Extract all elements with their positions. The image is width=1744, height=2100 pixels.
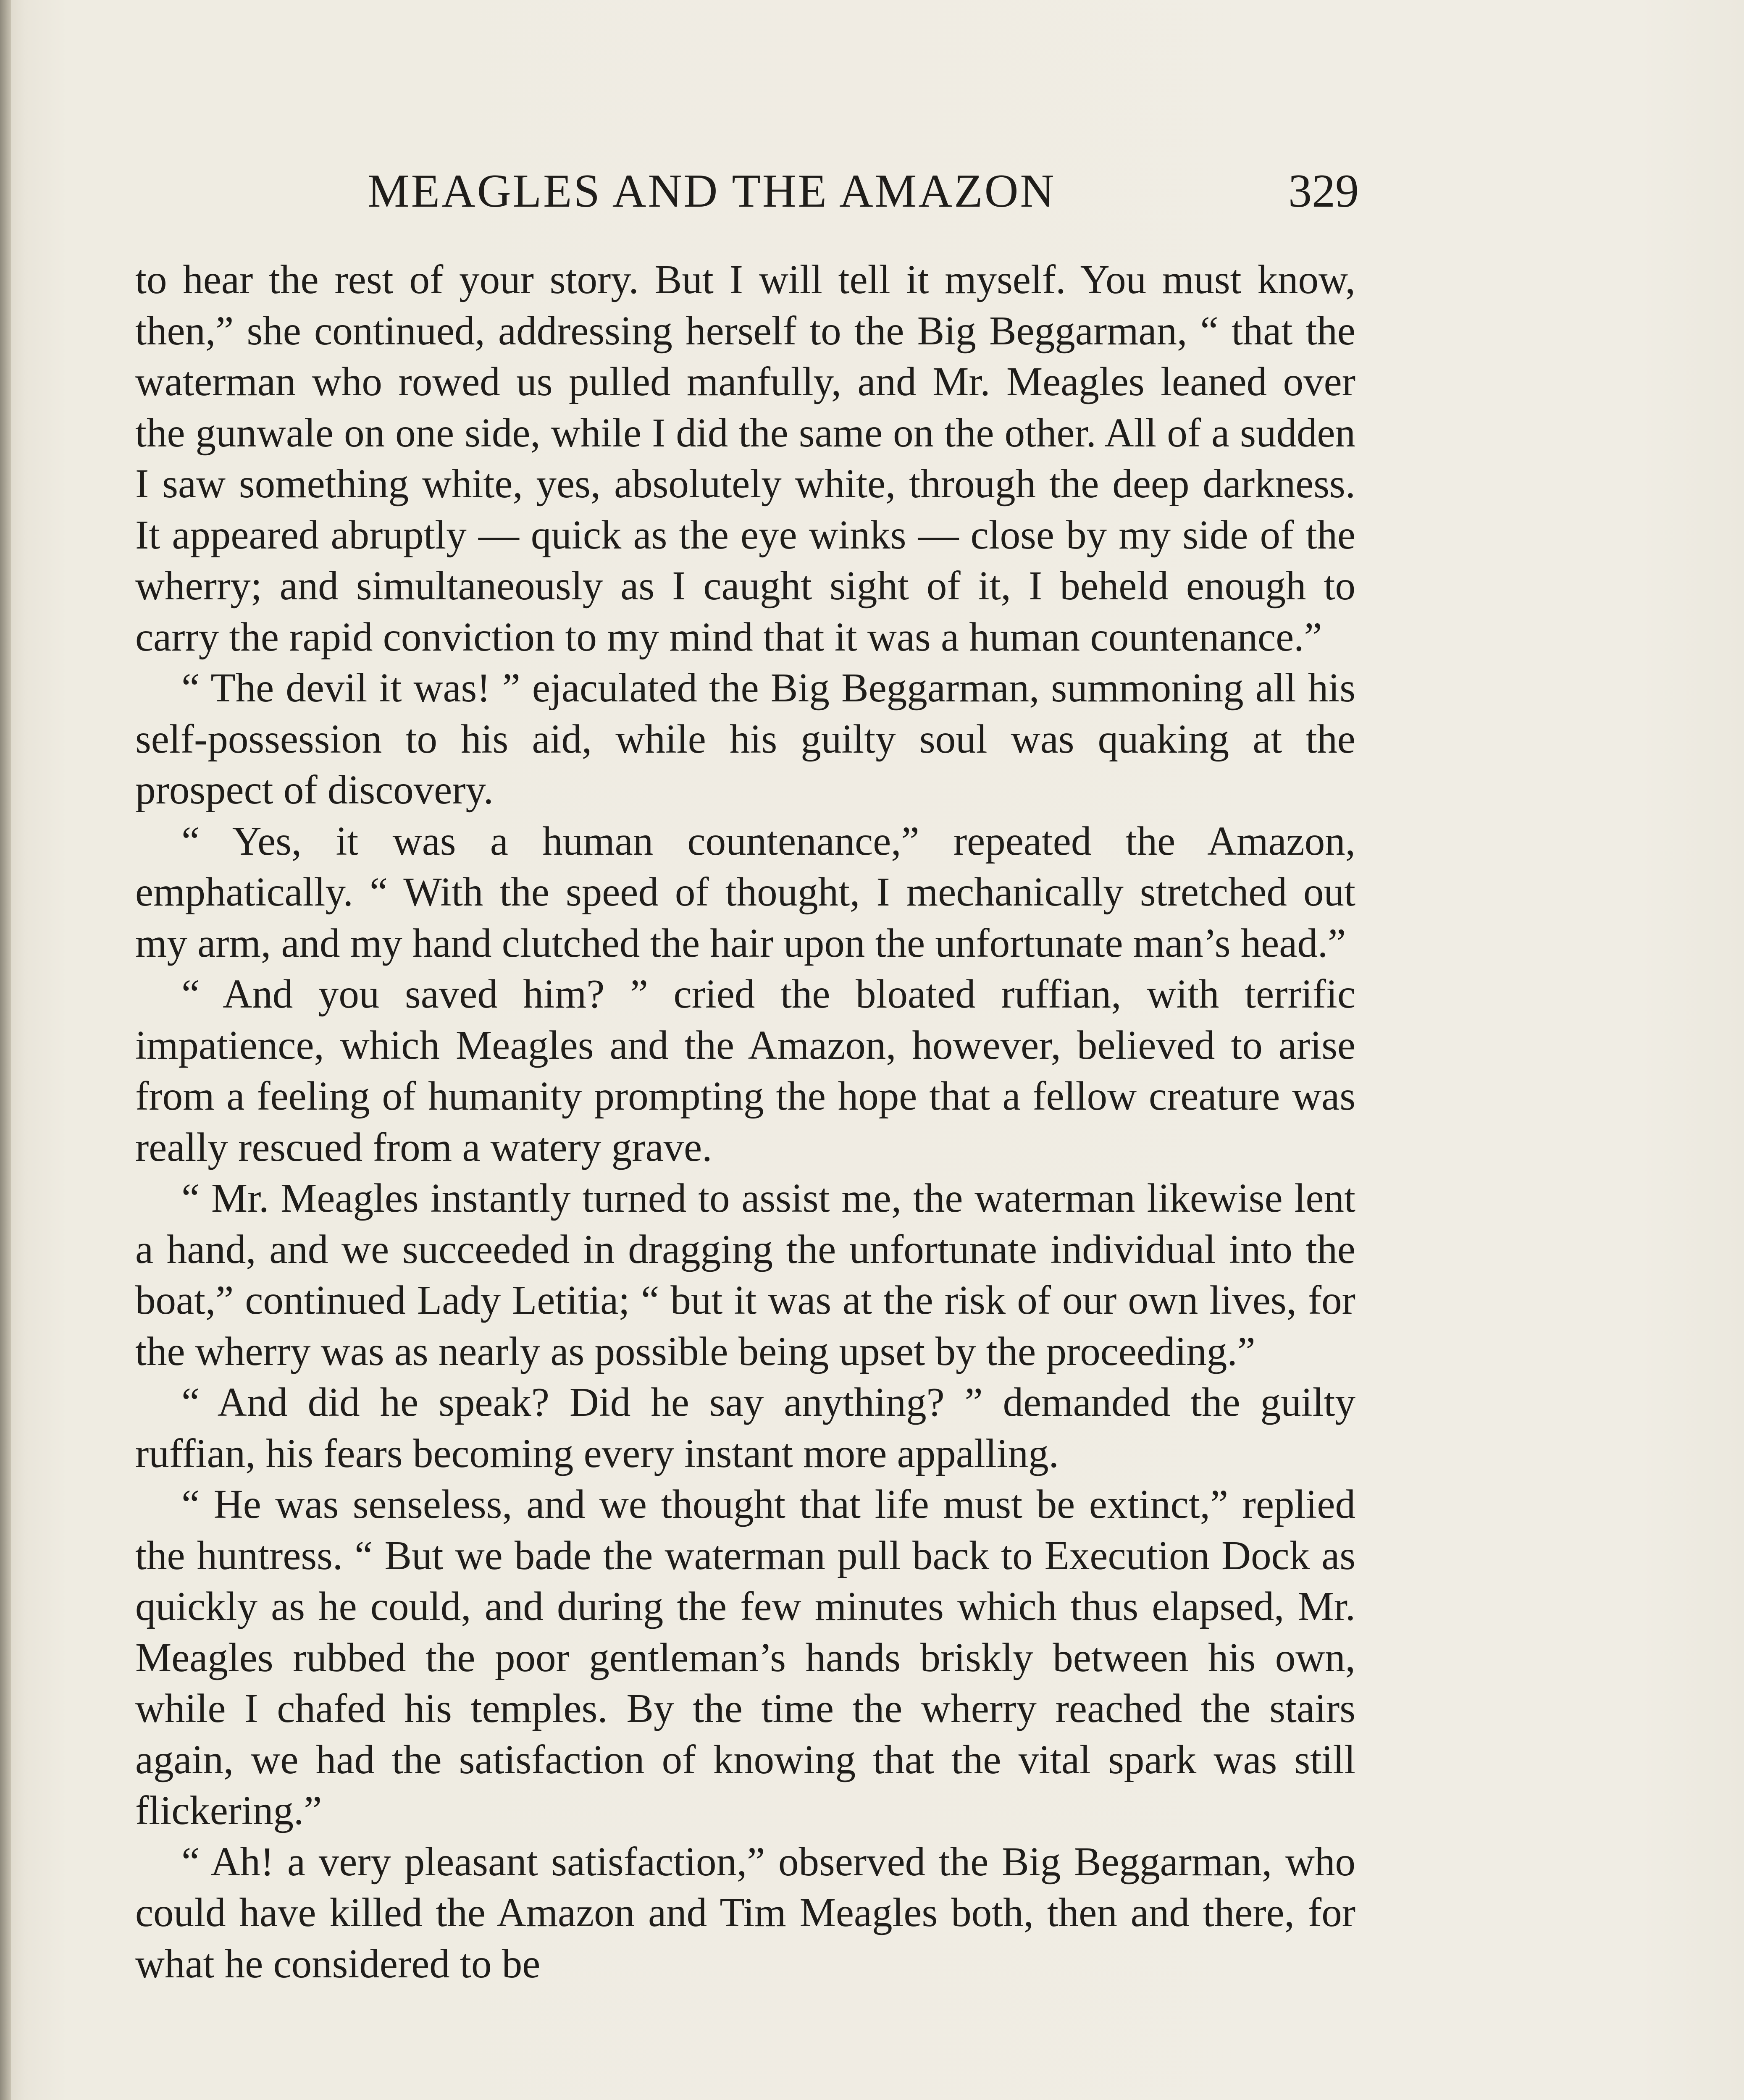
- paragraph: “ He was senseless, and we thought that life must be extinct,” replied the huntress. “ But we bade the waterman pull back to Execution Dock as quickly as he could, and during the few minutes which thus elapsed, Mr. Meagles rubbed the poor gentleman’s hands briskly between his own, while I chafed his temples. By the time the wherry reached the stairs again, we had the satisfaction of knowing that the vital spark was still flickering.”: [135, 1482, 1355, 1833]
- paragraph: to hear the rest of your story. But I will tell it myself. You must know, then,” she continued, addressing herself to the Big Beggarman, “ that the waterman who rowed us pulled manfully, and Mr. Meagles leaned over the gunwale on one side, while I did the same on the other. All of a sudden I saw something white, yes, absolutely white, through the deep darkness. It appeared abruptly — quick as the eye winks — close by my side of the wherry; and simultaneously as I caught sight of it, I beheld enough to carry the rapid conviction to my mind that it was a human countenance.”: [135, 257, 1355, 659]
- body-text: [135, 254, 1355, 1989]
- paragraph: “ And did he speak? Did he say anything? ” demanded the guilty ruffian, his fears becoming every instant more appalling.: [135, 1380, 1355, 1476]
- page-binding-edge: [0, 0, 11, 2100]
- paragraph: “ Ah! a very pleasant satisfaction,” observed the Big Beggarman, who could have killed the Amazon and Tim Meagles both, then and there, for what he considered to be: [135, 1839, 1355, 1986]
- paragraph: “ And you saved him? ” cried the bloated ruffian, with terrific impatience, which Meagles and the Amazon, however, believed to arise from a feeling of humanity prompting the hope that a fellow creature was really rescued from a watery grave.: [135, 971, 1355, 1170]
- paragraph: “ Yes, it was a human countenance,” repeated the Amazon, emphatically. “ With the speed of thought, I mechanically stretched out my arm, and my hand clutched the hair upon the unfortunate man’s head.”: [135, 818, 1355, 966]
- paragraph: “ Mr. Meagles instantly turned to assist me, the waterman likewise lent a hand, and we succeeded in dragging the unfortunate individual into the boat,” continued Lady Letitia; “ but it was at the risk of our own lives, for the wherry was as nearly as possible being upset by the proceeding.”: [135, 1176, 1355, 1374]
- running-head: MEAGLES AND THE AMAZON: [368, 165, 1056, 217]
- paragraph: “ The devil it was! ” ejaculated the Big Beggarman, summoning all his self-possession to his aid, while his guilty soul was quaking at the prospect of discovery.: [135, 665, 1355, 812]
- page-number: 329: [1288, 165, 1359, 217]
- page-header: [134, 160, 1359, 223]
